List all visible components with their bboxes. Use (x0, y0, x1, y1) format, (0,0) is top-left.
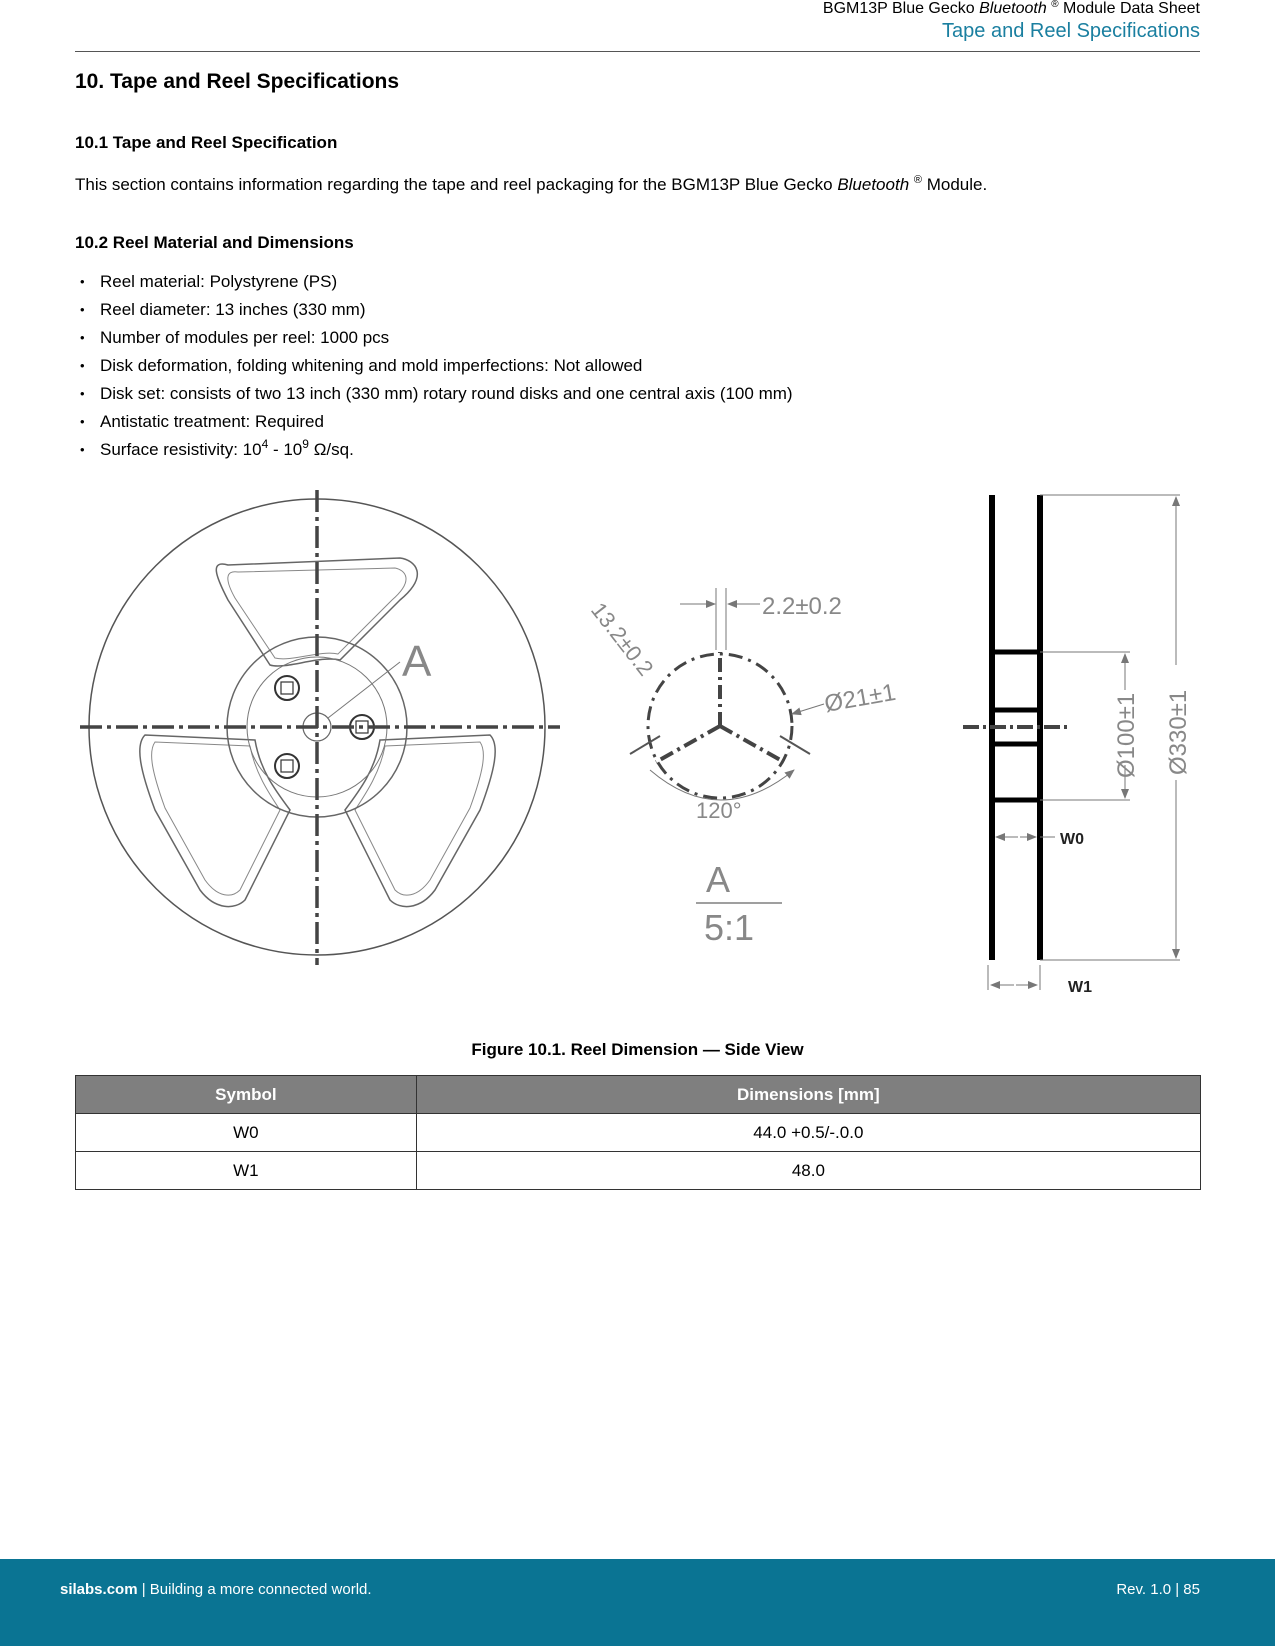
page-header (823, 0, 1200, 44)
detail-label-a: A (402, 637, 432, 686)
list-item: • Antistatic treatment: Required (80, 408, 793, 436)
list-item-resistivity: • Surface resistivity: $10^4 - 10^9$ Ω/sq. (80, 436, 793, 464)
w0-label: W0 (1060, 831, 1084, 848)
page-footer (0, 1559, 1275, 1646)
list-item: • Reel material: Polystyrene (PS) (80, 268, 793, 296)
footer-left: silabs.com | Building a more connected world. (60, 1581, 372, 1598)
reel-dimension-figure (70, 480, 1210, 1010)
table-row (76, 1114, 1201, 1152)
table-cell: 44.0 +0.5/-.0.0 (416, 1114, 1200, 1152)
footer-site-link[interactable]: silabs.com (60, 1581, 138, 1598)
intro-paragraph: This section contains information regarding the tape and reel packaging for the BGM13P Blue Gecko Bluetooth ® Module. (75, 174, 988, 194)
table-cell: 48.0 (416, 1152, 1200, 1190)
dim-depth: 13.2±0.2 (586, 597, 659, 681)
header-divider (75, 51, 1200, 52)
col-header-symbol: Symbol (76, 1076, 417, 1114)
figure-caption: Figure 10.1. Reel Dimension — Side View (471, 1040, 804, 1059)
section-heading: 10. Tape and Reel Specifications (75, 70, 400, 93)
table-cell: W0 (76, 1114, 417, 1152)
list-item: • Number of modules per reel: 1000 pcs (80, 324, 793, 352)
document-title: BGM13P Blue Gecko Bluetooth ® Module Data Sheet (822, 0, 1200, 17)
list-item: • Disk set: consists of two 13 inch (330 mm) rotary round disks and one central axis (100 mm) (80, 380, 793, 408)
scale-label: A (706, 859, 731, 900)
reel-front-view (80, 490, 560, 965)
reel-side-view (963, 495, 1192, 996)
dim-hub: Ø21±1 (822, 678, 898, 718)
table-header-row (76, 1076, 1201, 1114)
col-header-dimensions: Dimensions [mm] (416, 1076, 1200, 1114)
dim-angle: 120° (696, 798, 742, 823)
scale-value: 5:1 (704, 907, 755, 948)
dim-reel: Ø330±1 (1165, 689, 1192, 775)
subsection-heading-10-1: 10.1 Tape and Reel Specification (75, 133, 338, 152)
table-row (76, 1152, 1201, 1190)
dim-core: Ø100±1 (1113, 692, 1140, 778)
detail-a-view (586, 588, 898, 948)
header-section-title: Tape and Reel Specifications (942, 20, 1200, 42)
list-item: • Reel diameter: 13 inches (330 mm) (80, 296, 793, 324)
w1-label: W1 (1068, 979, 1092, 996)
table-cell: W1 (76, 1152, 417, 1190)
list-item: • Disk deformation, folding whitening and mold imperfections: Not allowed (80, 352, 793, 380)
dim-width: 2.2±0.2 (762, 593, 842, 620)
subsection-heading-10-2: 10.2 Reel Material and Dimensions (75, 233, 354, 252)
reel-drawing (70, 480, 1210, 1010)
footer-revision: Rev. 1.0 | 85 (1116, 1581, 1200, 1598)
reel-spec-list (80, 268, 793, 464)
dimension-table (75, 1075, 1201, 1190)
